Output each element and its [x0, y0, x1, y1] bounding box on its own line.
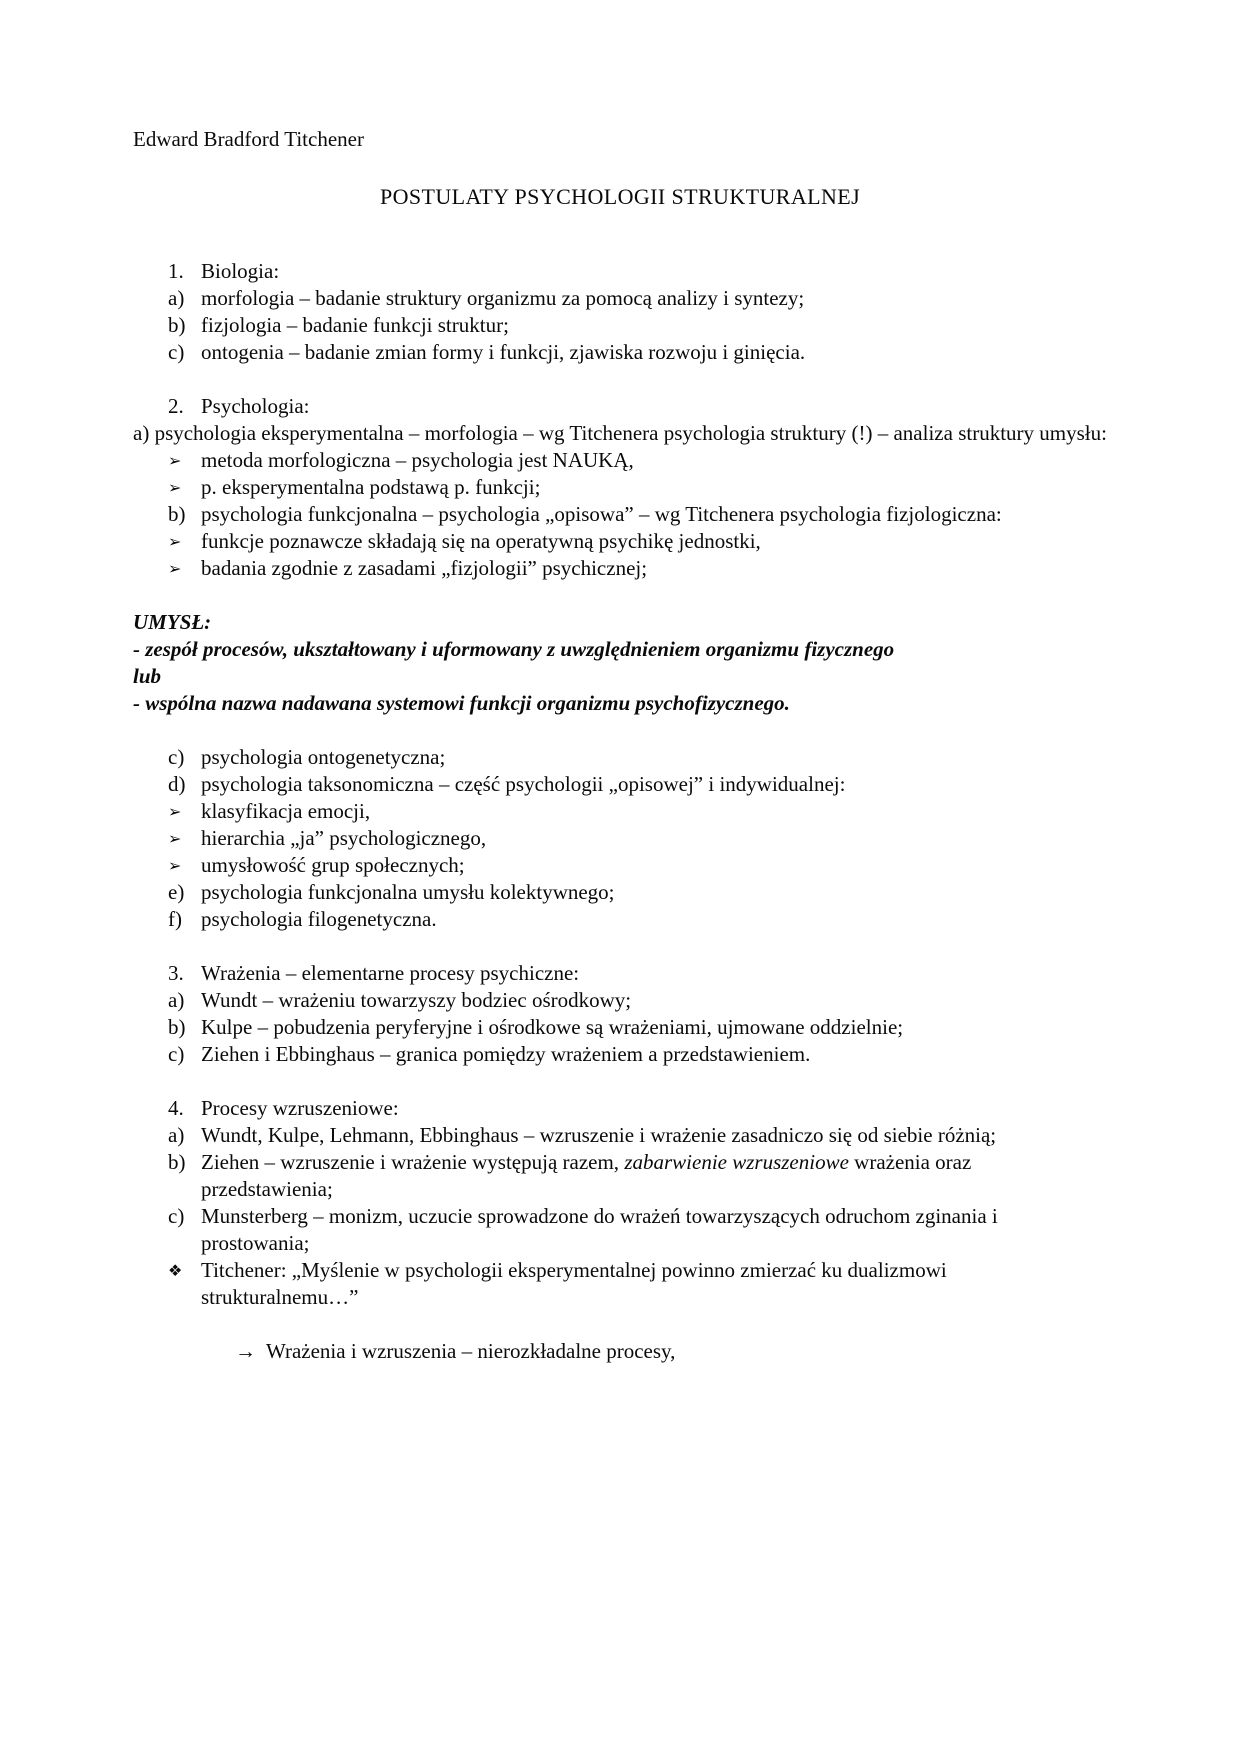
list-item: [133, 1203, 1107, 1257]
item-marker: 3.: [168, 961, 184, 985]
list-item: [133, 960, 1107, 987]
definition-line: - zespół procesów, ukształtowany i uformowany z uwzględnieniem organizmu fizycznego: [133, 637, 895, 661]
list-item: [133, 906, 1107, 933]
item-text: Munsterberg – monizm, uczucie sprowadzone do wrażeń towarzyszących odruchom zginania i prostowania;: [201, 1204, 998, 1255]
item-text: fizjologia – badanie funkcji struktur;: [201, 313, 509, 337]
arrowhead-bullet-icon: ➢: [168, 856, 182, 875]
item-text: [201, 1149, 1107, 1203]
list-item: [133, 1095, 1107, 1122]
list-item: [133, 1257, 1107, 1311]
list-item: [133, 1149, 1107, 1203]
item-text: Kulpe – pobudzenia peryferyjne i ośrodkowe są wrażeniami, ujmowane oddzielnie;: [201, 1015, 904, 1039]
list-item: [133, 744, 1107, 771]
item-marker: 2.: [168, 394, 184, 418]
list-item: [133, 1014, 1107, 1041]
item-marker: a): [168, 988, 185, 1012]
item-text: Wrażenia i wzruszenia – nierozkładalne procesy,: [266, 1339, 676, 1363]
item-text: psychologia filogenetyczna.: [201, 907, 437, 931]
item-text: Psychologia:: [201, 394, 310, 418]
item-marker: c): [168, 340, 185, 364]
list-item: [133, 474, 1107, 501]
list-item: [133, 501, 1107, 528]
item-marker: d): [168, 772, 186, 796]
item-text: p. eksperymentalna podstawą p. funkcji;: [201, 475, 541, 499]
arrow-note: [133, 1338, 1107, 1365]
item-text: funkcje poznawcze składają się na operatywną psychikę jednostki,: [201, 529, 761, 553]
item-marker: c): [168, 1042, 185, 1066]
arrowhead-bullet-icon: ➢: [168, 802, 182, 821]
item-marker: a): [168, 1123, 185, 1147]
arrowhead-bullet-icon: ➢: [168, 532, 182, 551]
right-arrow-icon: →: [235, 1339, 256, 1363]
arrowhead-bullet-icon: ➢: [168, 451, 182, 470]
list-item: [133, 393, 1107, 420]
section-3-wrazenia: [133, 960, 1107, 1068]
item-marker: b): [168, 1150, 186, 1174]
item-text: ontogenia – badanie zmian formy i funkcji, zjawiska rozwoju i ginięcia.: [201, 340, 806, 364]
list-item: [133, 339, 1107, 366]
item-text: Wundt, Kulpe, Lehmann, Ebbinghaus – wzruszenie i wrażenie zasadniczo się od siebie różnią;: [201, 1123, 997, 1147]
item-marker: c): [168, 1204, 185, 1228]
paragraph: a) psychologia eksperymentalna – morfologia – wg Titchenera psychologia struktury (!) – analiza struktury umysłu:: [133, 421, 1107, 445]
list-item: [133, 258, 1107, 285]
list-item: [133, 852, 1107, 879]
item-marker: 4.: [168, 1096, 184, 1120]
item-text: Biologia:: [201, 259, 280, 283]
item-marker: f): [168, 907, 182, 931]
section-4-procesy: [133, 1095, 1107, 1311]
item-marker: e): [168, 880, 185, 904]
item-text: psychologia funkcjonalna – psychologia „opisowa” – wg Titchenera psychologia fizjologiczna:: [201, 502, 1002, 526]
item-text: hierarchia „ja” psychologicznego,: [201, 826, 487, 850]
item-marker: a): [168, 286, 185, 310]
list-item: [133, 1041, 1107, 1068]
list-item: [133, 825, 1107, 852]
section-psychologia-cd: [133, 744, 1107, 933]
section-1-biologia: [133, 258, 1107, 366]
item-marker: b): [168, 313, 186, 337]
item-text-segment: wrażenia oraz przedstawienia;: [201, 1150, 972, 1201]
item-text: Titchener: „Myślenie w psychologii eksperymentalnej powinno zmierzać ku dualizmowi strukturalnemu…”: [201, 1258, 947, 1309]
item-marker: c): [168, 745, 185, 769]
item-text: psychologia funkcjonalna umysłu kolektywnego;: [201, 880, 615, 904]
diamond-bullet-icon: ❖: [168, 1261, 183, 1280]
item-text: metoda morfologiczna – psychologia jest NAUKĄ,: [201, 448, 634, 472]
list-item: [133, 1338, 1107, 1365]
list-item: [133, 312, 1107, 339]
item-text: Procesy wzruszeniowe:: [201, 1096, 399, 1120]
list-item: [133, 987, 1107, 1014]
item-text: klasyfikacja emocji,: [201, 799, 371, 823]
definition-heading: UMYSŁ:: [133, 610, 212, 634]
list-item: [133, 879, 1107, 906]
item-marker: b): [168, 1015, 186, 1039]
item-marker: 1.: [168, 259, 184, 283]
list-item: [133, 555, 1107, 582]
item-text-segment: Ziehen – wzruszenie i wrażenie występują razem,: [201, 1150, 625, 1174]
definition-line: - wspólna nazwa nadawana systemowi funkcji organizmu psychofizycznego.: [133, 691, 790, 715]
item-text: Ziehen i Ebbinghaus – granica pomiędzy wrażeniem a przedstawieniem.: [201, 1042, 811, 1066]
item-text: Wundt – wrażeniu towarzyszy bodziec ośrodkowy;: [201, 988, 632, 1012]
arrowhead-bullet-icon: ➢: [168, 829, 182, 848]
item-text: badania zgodnie z zasadami „fizjologii” psychicznej;: [201, 556, 648, 580]
item-text: psychologia taksonomiczna – część psychologii „opisowej” i indywidualnej:: [201, 772, 846, 796]
list-item: [133, 285, 1107, 312]
list-item: [133, 447, 1107, 474]
umysl-definition: [133, 609, 1107, 717]
arrowhead-bullet-icon: ➢: [168, 559, 182, 578]
definition-line: lub: [133, 664, 162, 688]
item-text: psychologia ontogenetyczna;: [201, 745, 446, 769]
item-marker: b): [168, 502, 186, 526]
document-author: Edward Bradford Titchener: [133, 127, 364, 151]
arrowhead-bullet-icon: ➢: [168, 478, 182, 497]
document-title: POSTULATY PSYCHOLOGII STRUKTURALNEJ: [379, 184, 861, 209]
section-2-psychologia: [133, 393, 1107, 582]
item-text: morfologia – badanie struktury organizmu za pomocą analizy i syntezy;: [201, 286, 805, 310]
list-item: [133, 1122, 1107, 1149]
item-text-italic: zabarwienie wzruszeniowe: [624, 1150, 849, 1174]
item-text: umysłowość grup społecznych;: [201, 853, 465, 877]
list-item: [133, 798, 1107, 825]
item-text: Wrażenia – elementarne procesy psychiczne:: [201, 961, 580, 985]
list-item: [133, 528, 1107, 555]
list-item: [133, 771, 1107, 798]
